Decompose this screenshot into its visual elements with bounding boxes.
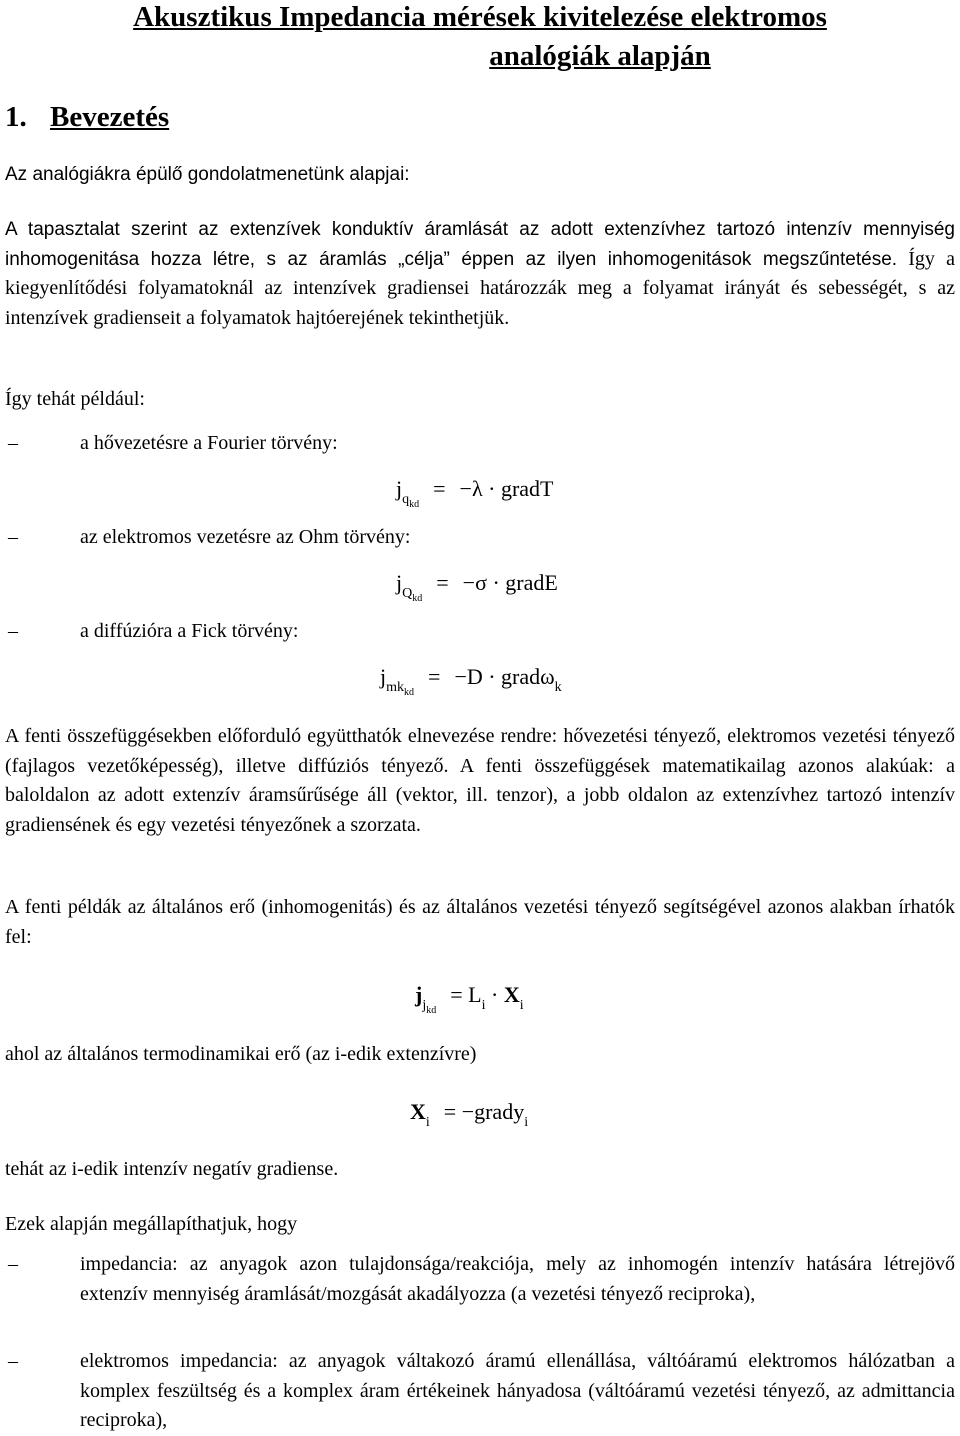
equation-ohm: $j_{Qkd}= -\sigma$ · gradE — [396, 570, 558, 604]
section-title: Bevezetés — [50, 101, 170, 133]
bullet-electric-impedance: elektromos impedancia: az anyagok váltakozó áramú ellenállása, váltóáramú elektromos hálózatban a komplex feszültség és a komplex áram értékeinek hányadosa (váltóáramú vezetési tényező, az admittancia reciproka), — [80, 1350, 955, 1431]
paragraph-1-sans-part: A tapasztalat szerint az extenzívek konduktív áramlását az adott extenzívhez tartozó intenzív mennyiség inhomogenitása hozza létre, s az áramlás „célja” éppen az ilyen inhomogenitások megszűntetése. — [5, 219, 955, 270]
paragraph-1 — [5, 215, 955, 333]
paragraph-3: A fenti példák az általános erő (inhomogenitás) és az általános vezetési tényező segítségével azonos alakban írhatók fel: — [5, 896, 955, 948]
equation-general: $j_{jkd}= L_i \cdot X_i$ — [415, 982, 524, 1016]
law-dash-3: – — [8, 620, 18, 642]
paragraph-2: A fenti összefüggésekben előforduló együtthatók elnevezése rendre: hővezetési tényező, elektromos vezetési tényező (fajlagos vezetőképesség), illetve diffúziós tényező. A fenti összefüggések matematikailag azonos alakúak: a baloldalon az adott extenzív áramsűrűsége áll (vektor, ill. tenzor), a jobb oldalon az extenzívhez tartozó intenzív gradiensének és egy vezetési tényezőnek a szorzata. — [5, 725, 955, 836]
section-number: 1. — [5, 101, 27, 133]
equation-fick: $j_{mkkd}= -D$ · gradω$_k$ — [380, 664, 562, 698]
document-title-line1: Akusztikus Impedancia mérések kivitelezése elektromos — [133, 1, 827, 33]
paragraph-6: Ezek alapján megállapíthatjuk, hogy — [5, 1213, 298, 1235]
paragraph-4: ahol az általános termodinamikai erő (az i-edik extenzívre) — [5, 1043, 477, 1065]
law-label-fick: a diffúzióra a Fick törvény: — [80, 620, 299, 642]
intro-paragraph: Az analógiákra épülő gondolatmenetünk alapjai: — [5, 164, 410, 185]
document-title-line2: analógiák alapján — [489, 40, 711, 72]
equation-fourier: $j_{qkd}= -\lambda$ · gradT — [396, 476, 554, 510]
example-intro: Így tehát például: — [5, 388, 145, 410]
section-heading — [5, 100, 169, 134]
law-label-fourier: a hővezetésre a Fourier törvény: — [80, 432, 338, 454]
paragraph-1-serif-part: Így a kiegyenlítődési folyamatoknál az intenzívek gradiensei határozzák meg a folyamat irányát és sebességét, s az intenzívek gradienseit a folyamatok hajtóerejének tekinthetjük. — [5, 247, 956, 329]
law-dash-1: – — [8, 432, 18, 454]
bullet-dash-1: – — [8, 1253, 18, 1275]
law-label-ohm: az elektromos vezetésre az Ohm törvény: — [80, 526, 411, 548]
law-dash-2: – — [8, 526, 18, 548]
equation-force: $X_i$ = −grady$_i$ — [410, 1099, 529, 1130]
bullet-dash-2: – — [8, 1350, 18, 1372]
paragraph-5: tehát az i-edik intenzív negatív gradiense. — [5, 1158, 339, 1180]
bullet-impedance: impedancia: az anyagok azon tulajdonsága/reakciója, mely az inhomogén intenzív hatására létrejövő extenzív mennyiség áramlását/mozgását akadályozza (a vezetési tényező reciproka), — [80, 1253, 955, 1305]
